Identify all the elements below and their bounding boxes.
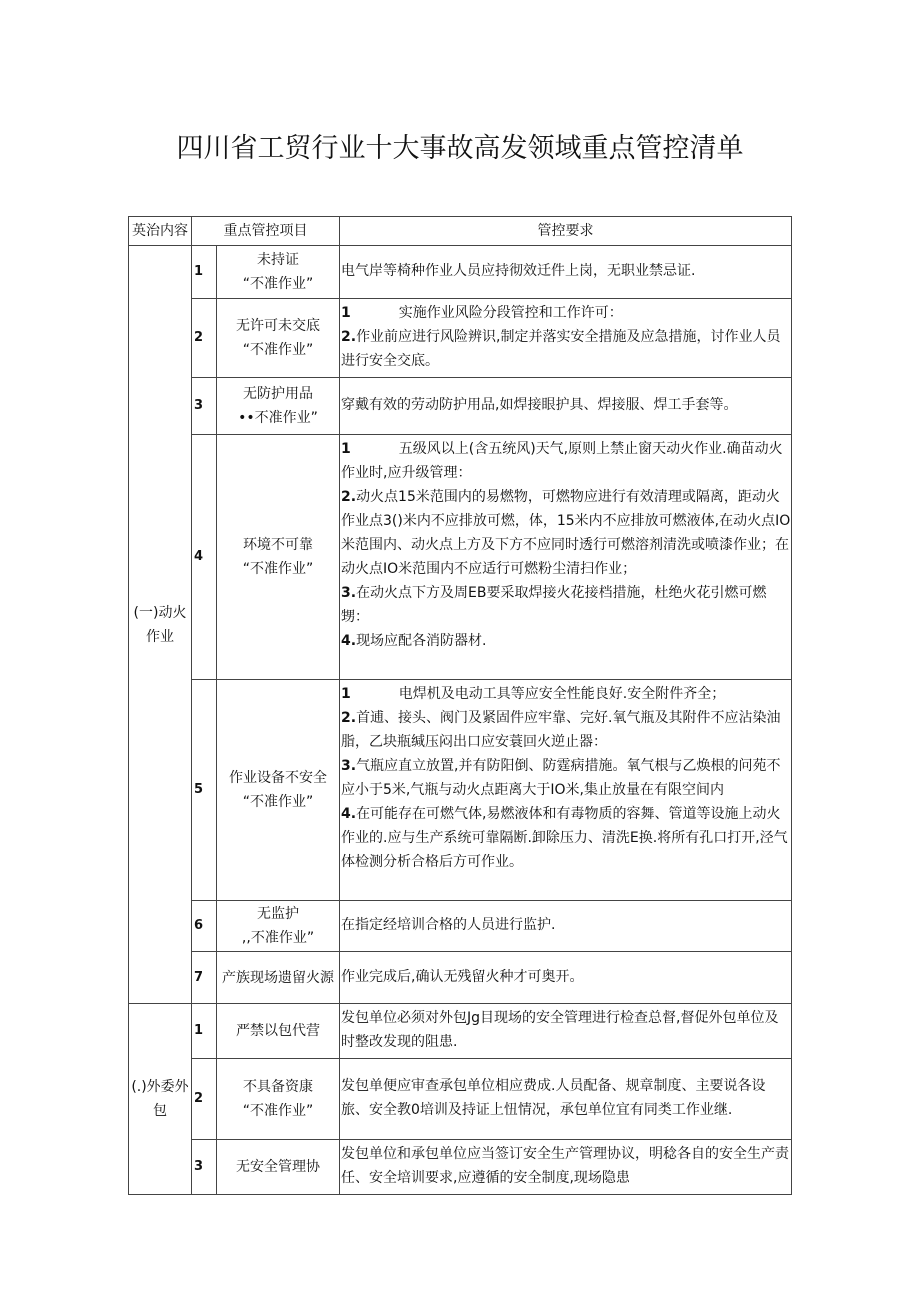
control-requirement <box>340 435 792 680</box>
control-item-line: ,,不准作业” <box>241 930 315 946</box>
control-requirement <box>340 680 792 901</box>
row-number: 1 <box>192 1004 217 1059</box>
table-row <box>129 378 792 435</box>
control-item <box>217 246 340 299</box>
table-row <box>129 901 792 952</box>
category-cell: (一)动火作业 <box>129 246 192 1004</box>
requirement-line: 3.气瓶应直立放置,并有防阳倒、防霆病措施。氧气根与乙焕根的问苑不应小于5米,气瓶与动火点距离大于IO米,集止放量在有限空间内 <box>341 758 781 798</box>
control-item-line: 无防护用品 <box>243 386 313 402</box>
row-number: 1 <box>192 246 217 299</box>
control-item-line: 严禁以包代营 <box>236 1023 320 1039</box>
requirement-line: 在指定经培训合格的人员进行监护. <box>341 917 556 933</box>
control-item <box>217 901 340 952</box>
table-row <box>129 1004 792 1059</box>
row-number: 4 <box>192 435 217 680</box>
control-item-line: 无许可未交底 <box>236 318 320 334</box>
control-item-line: 无监护 <box>257 906 299 922</box>
control-requirement <box>340 299 792 378</box>
control-item <box>217 1059 340 1140</box>
row-number: 7 <box>192 952 217 1004</box>
document-title: 四川省工贸行业十大事故高发领域重点管控清单 <box>176 133 744 164</box>
requirement-line: 发包单位和承包单位应当签订安全生产管理协议，明稔各自的安全生产责任、安全培训要求,应遵循的安全制度,现场隐患 <box>341 1146 789 1186</box>
row-number: 6 <box>192 901 217 952</box>
requirement-line: 2.首逋、接头、阀门及紧固件应牢靠、完好.氧气瓶及其附件不应沾染油脂，乙块瓶缄压闷出口应安蓑回火逆止器： <box>341 710 781 750</box>
requirement-line: 2.作业前应进行风险辨识,制定并落实安全措施及应急措施，讨作业人员进行安全交底。 <box>341 329 781 369</box>
header-requirements: 管控要求 <box>340 217 792 246</box>
control-item-line: “不准作业” <box>242 1103 314 1119</box>
control-item-line: “不准作业” <box>242 276 314 292</box>
header-item: 重点管控项目 <box>192 217 340 246</box>
requirement-line: 3.在动火点下方及周EB要采取焊接火花接档措施，杜绝火花引燃可燃甥： <box>341 585 767 625</box>
row-number: 2 <box>192 1059 217 1140</box>
control-item <box>217 1140 340 1195</box>
requirement-line: 发包单位必须对外包Jg目现场的安全管理进行检查总督,督促外包单位及时整改发现的阻患. <box>341 1010 779 1050</box>
requirement-line: 作业完成后,确认无残留火种才可奥开。 <box>341 968 584 985</box>
header-content: 英治内容 <box>129 217 192 246</box>
table-row <box>129 299 792 378</box>
table-row <box>129 435 792 680</box>
control-item-line: 产族现场遗留火源 <box>222 969 334 986</box>
requirement-line: 1 五级风以上(含五统风)天气,原则上禁止窗天动火作业.确苗动火作业时,应升级管理： <box>341 441 783 481</box>
control-requirement <box>340 952 792 1004</box>
control-item-line: 环境不可靠 <box>243 537 313 553</box>
control-item-line: 不具备资康 <box>243 1079 313 1095</box>
row-number: 2 <box>192 299 217 378</box>
row-number: 3 <box>192 1140 217 1195</box>
table-row <box>129 246 792 299</box>
table-row <box>129 1059 792 1140</box>
control-item <box>217 299 340 378</box>
row-number: 5 <box>192 680 217 901</box>
requirement-line: 穿戴有效的劳动防护用品,如焊接眼护具、焊接服、焊工手套等。 <box>341 397 738 413</box>
control-item-line: “不准作业” <box>242 561 314 577</box>
row-number: 3 <box>192 378 217 435</box>
requirement-line: 2.动火点15米范围内的易燃物，可燃物应进行有效清理或隔离，距动火作业点3()米内不应排放可燃，体，15米内不应排放可燃液体,在动火点IO米范围内、动火点上方及下方不应同时透行可燃溶剂清洗或喷漆作业；在动火点IO米范围内不应适行可燃粉尘清扫作业； <box>341 489 791 577</box>
control-item <box>217 1004 340 1059</box>
control-item-line: “不准作业” <box>242 342 314 358</box>
control-item <box>217 378 340 435</box>
control-item-line: “不准作业” <box>242 794 314 810</box>
control-requirement <box>340 901 792 952</box>
control-list-table <box>128 216 792 1195</box>
table-header-row <box>129 217 792 246</box>
control-item-line: 未持证 <box>257 252 299 268</box>
control-requirement <box>340 378 792 435</box>
control-item <box>217 680 340 901</box>
control-item-line: 作业设备不安全 <box>229 770 327 786</box>
table-row <box>129 680 792 901</box>
control-item <box>217 952 340 1004</box>
control-item <box>217 435 340 680</box>
control-requirement <box>340 246 792 299</box>
requirement-line: 1 实施作业风险分段管控和工作许可： <box>341 305 623 321</box>
control-requirement <box>340 1140 792 1195</box>
control-requirement <box>340 1004 792 1059</box>
requirement-line: 4.现场应配各消防器材. <box>341 633 487 649</box>
requirement-line: 4.在可能存在可燃气体,易燃液体和有毒物质的容舞、管道等设施上动火作业的.应与生产系统可靠隔断.卸除压力、清洗E换.将所有孔口打开,泾气体检测分析合格后方可作业。 <box>341 806 788 870</box>
requirement-line: 1 电焊机及电动工具等应安全性能良好.安全附件齐全； <box>341 686 726 702</box>
table-row <box>129 952 792 1004</box>
control-item-line: ••不准作业” <box>238 410 318 426</box>
control-item-line: 无安全管理协 <box>236 1159 320 1175</box>
requirement-line: 电气岸等椅种作业人员应持彻效迁件上岗，无职业禁忌证. <box>341 263 696 279</box>
control-requirement <box>340 1059 792 1140</box>
requirement-line: 发包单便应审查承包单位相应费成.人员配备、规章制度、主要说各设旅、安全教0培训及持证上忸情况，承包单位宜有同类工作业继. <box>341 1078 766 1118</box>
category-cell: (.)外委外包 <box>129 1004 192 1195</box>
table-row <box>129 1140 792 1195</box>
